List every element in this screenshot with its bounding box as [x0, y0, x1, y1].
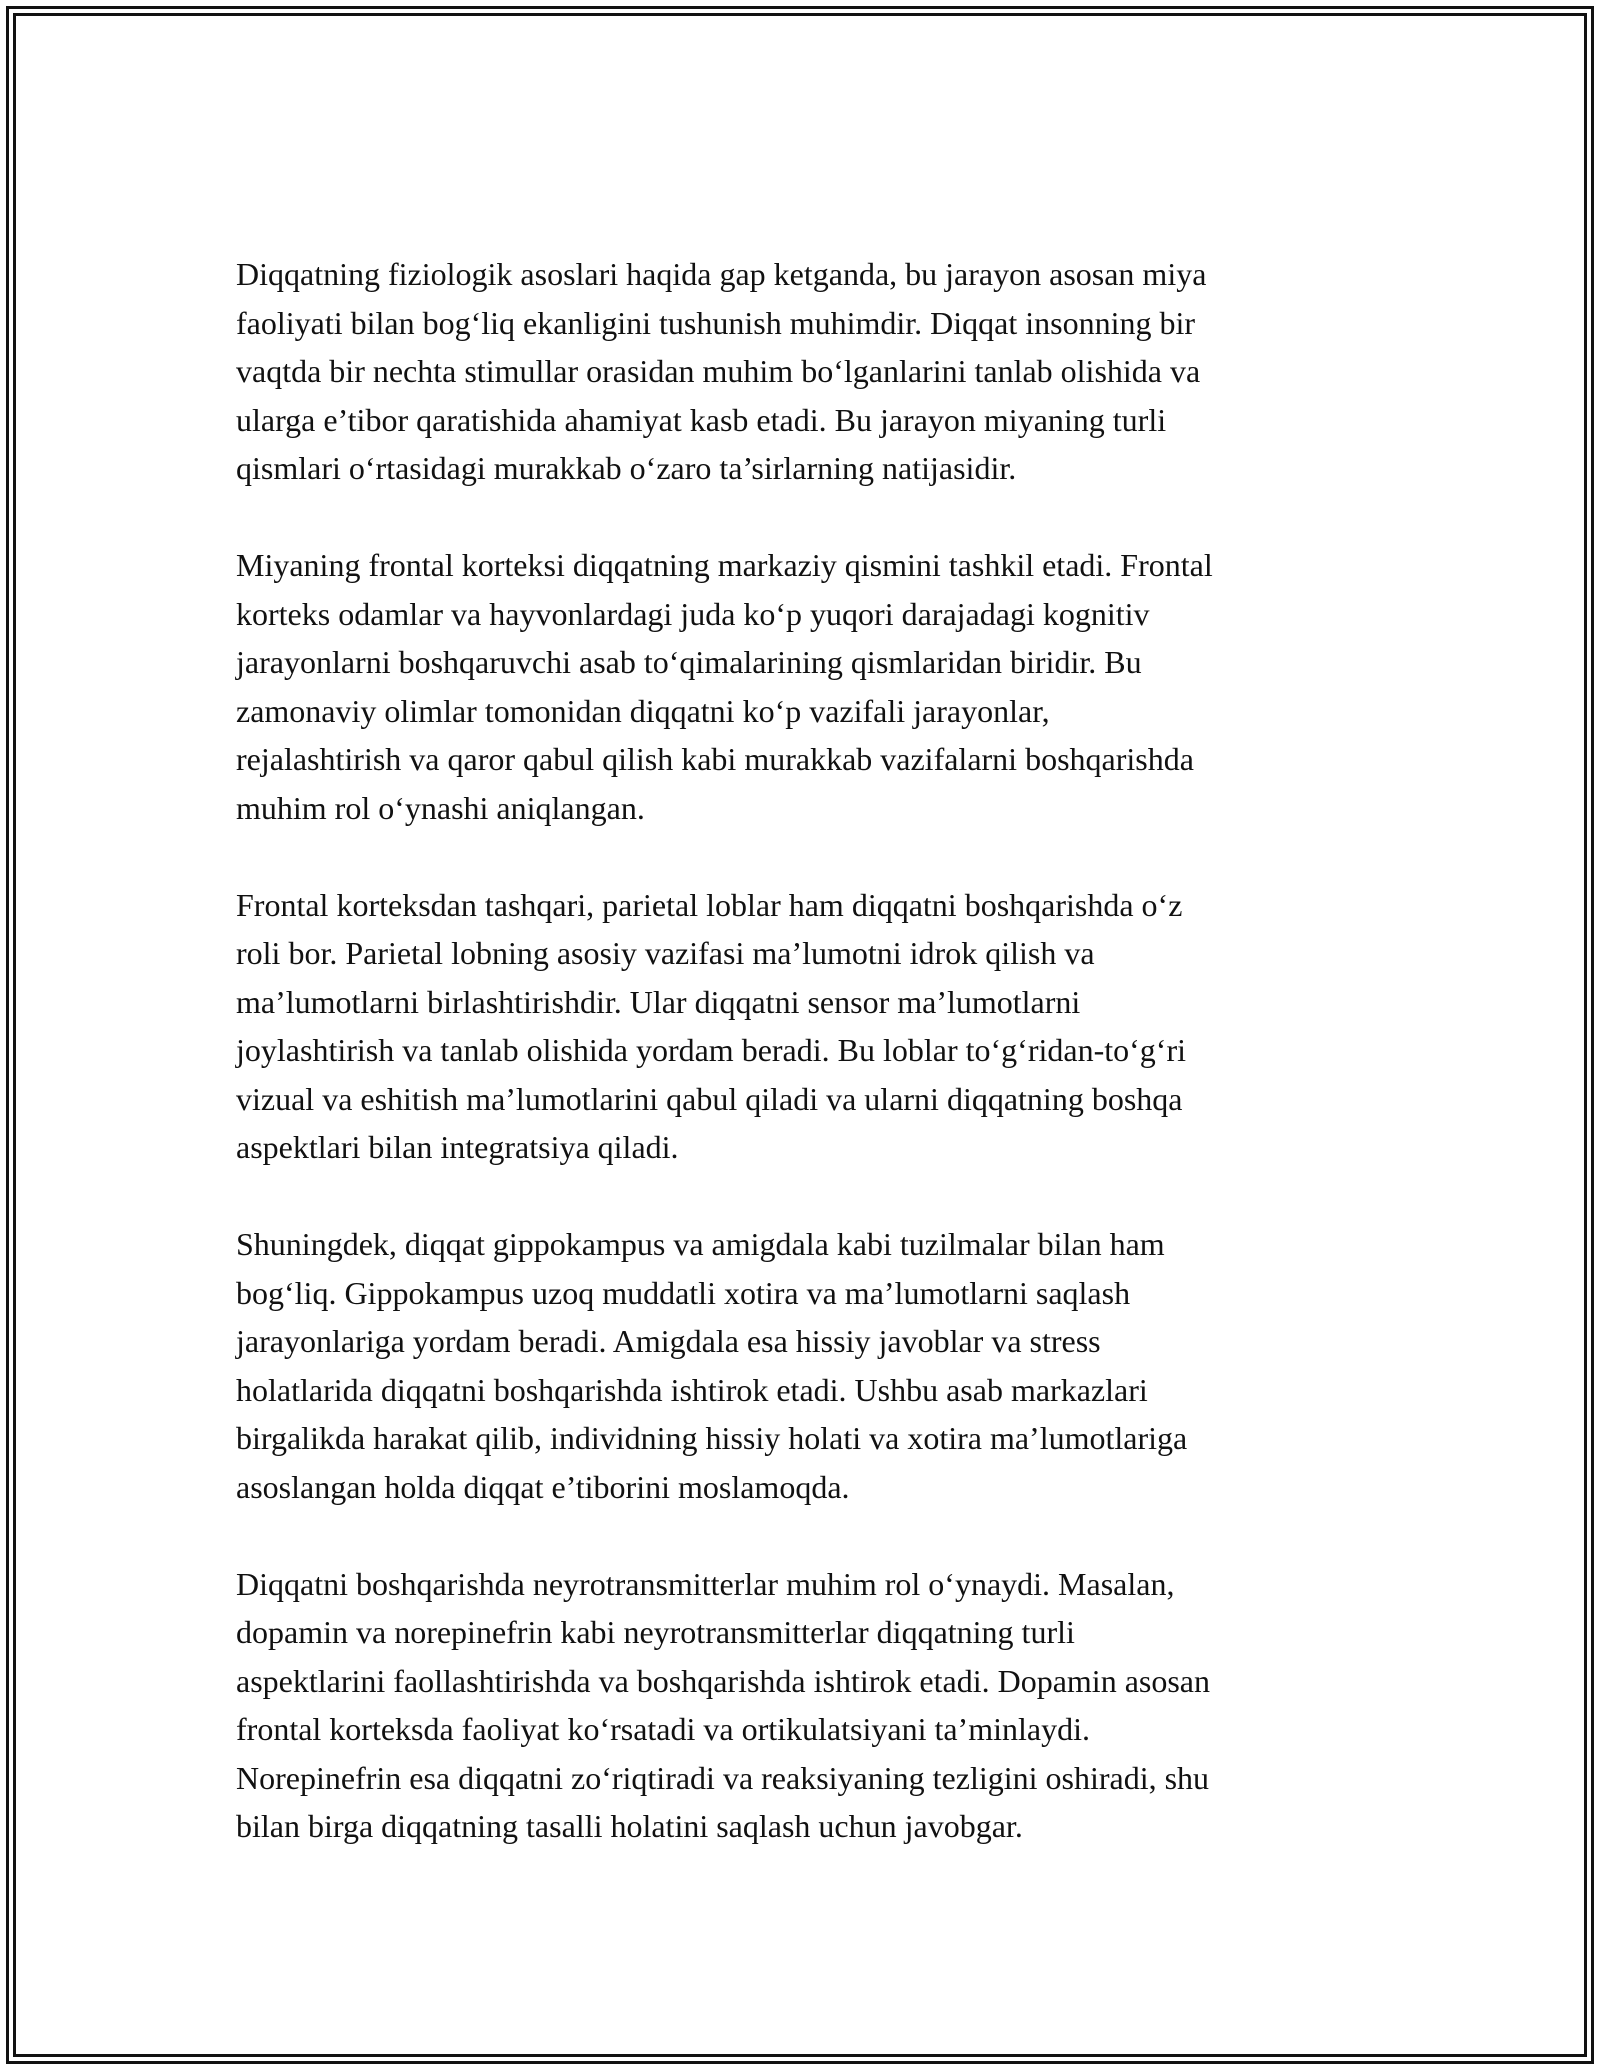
text-line: vaqtda bir nechta stimullar orasidan muhim bo‘lganlarini tanlab olishida va	[236, 353, 1201, 389]
paragraph-2	[236, 541, 1366, 832]
document-body	[236, 250, 1366, 1899]
text-line: Diqqatning fiziologik asoslari haqida gap ketganda, bu jarayon asosan miya	[236, 256, 1207, 292]
text-line: Miyaning frontal korteksi diqqatning markaziy qismini tashkil etadi. Frontal	[236, 547, 1213, 583]
text-line: holatlarida diqqatni boshqarishda ishtirok etadi. Ushbu asab markazlari	[236, 1371, 1148, 1408]
paragraph-1	[236, 250, 1366, 493]
text-line: Diqqatni boshqarishda neyrotransmitterlar muhim rol o‘ynaydi. Masalan,	[236, 1565, 1175, 1602]
text-line: Shuningdek, diqqat gippokampus va amigdala kabi tuzilmalar bilan ham	[236, 1226, 1165, 1262]
paragraph-3	[236, 881, 1366, 1172]
text-line: ma’lumotlarni birlashtirishdir. Ular diqqatni sensor ma’lumotlarni	[236, 983, 1081, 1020]
text-line: Norepinefrin esa diqqatni zo‘riqtiradi va reaksiyaning tezligini oshiradi, shu	[236, 1759, 1210, 1796]
text-line: roli bor. Parietal lobning asosiy vazifasi ma’lumotni idrok qilish va	[236, 935, 1095, 971]
text-line: bog‘liq. Gippokampus uzoq muddatli xotira va ma’lumotlarni saqlash	[236, 1274, 1131, 1311]
paragraph-5	[236, 1560, 1366, 1851]
paragraph-4	[236, 1220, 1366, 1511]
text-line: frontal korteksda faoliyat ko‘rsatadi va ortikulatsiyani ta’minlaydi.	[236, 1711, 1090, 1747]
text-line: faoliyati bilan bog‘liq ekanligini tushunish muhimdir. Diqqat insonning bir	[236, 304, 1196, 341]
text-line: qismlari o‘rtasidagi murakkab o‘zaro ta’sirlarning natijasidir.	[236, 450, 1017, 486]
text-line: jarayonlariga yordam beradi. Amigdala esa hissiy javoblar va stress	[236, 1323, 1101, 1359]
text-line: aspektlari bilan integratsiya qiladi.	[236, 1129, 679, 1165]
text-line: bilan birga diqqatning tasalli holatini saqlash uchun javobgar.	[236, 1808, 1023, 1844]
text-line: ularga e’tibor qaratishida ahamiyat kasb etadi. Bu jarayon miyaning turli	[236, 401, 1167, 438]
text-line: birgalikda harakat qilib, individning hissiy holati va xotira ma’lumotlariga	[236, 1420, 1188, 1456]
text-line: aspektlarini faollashtirishda va boshqarishda ishtirok etadi. Dopamin asosan	[236, 1662, 1210, 1699]
text-line: jarayonlarni boshqaruvchi asab to‘qimalarining qismlaridan biridir. Bu	[236, 644, 1142, 680]
text-line: asoslangan holda diqqat e’tiborini moslamoqda.	[236, 1468, 850, 1505]
text-line: zamonaviy olimlar tomonidan diqqatni ko‘p vazifali jarayonlar,	[236, 692, 1050, 729]
text-line: Frontal korteksdan tashqari, parietal loblar ham diqqatni boshqarishda o‘z	[236, 886, 1183, 923]
text-line: joylashtirish va tanlab olishida yordam beradi. Bu loblar to‘g‘ridan-to‘g‘ri	[236, 1032, 1186, 1068]
text-line: rejalashtirish va qaror qabul qilish kabi murakkab vazifalarni boshqarishda	[236, 741, 1194, 777]
text-line: muhim rol o‘ynashi aniqlangan.	[236, 789, 645, 826]
text-line: korteks odamlar va hayvonlardagi juda ko‘p yuqori darajadagi kognitiv	[236, 595, 1150, 632]
text-line: vizual va eshitish ma’lumotlarini qabul qiladi va ularni diqqatning boshqa	[236, 1080, 1183, 1117]
text-line: dopamin va norepinefrin kabi neyrotransmitterlar diqqatning turli	[236, 1614, 1075, 1650]
